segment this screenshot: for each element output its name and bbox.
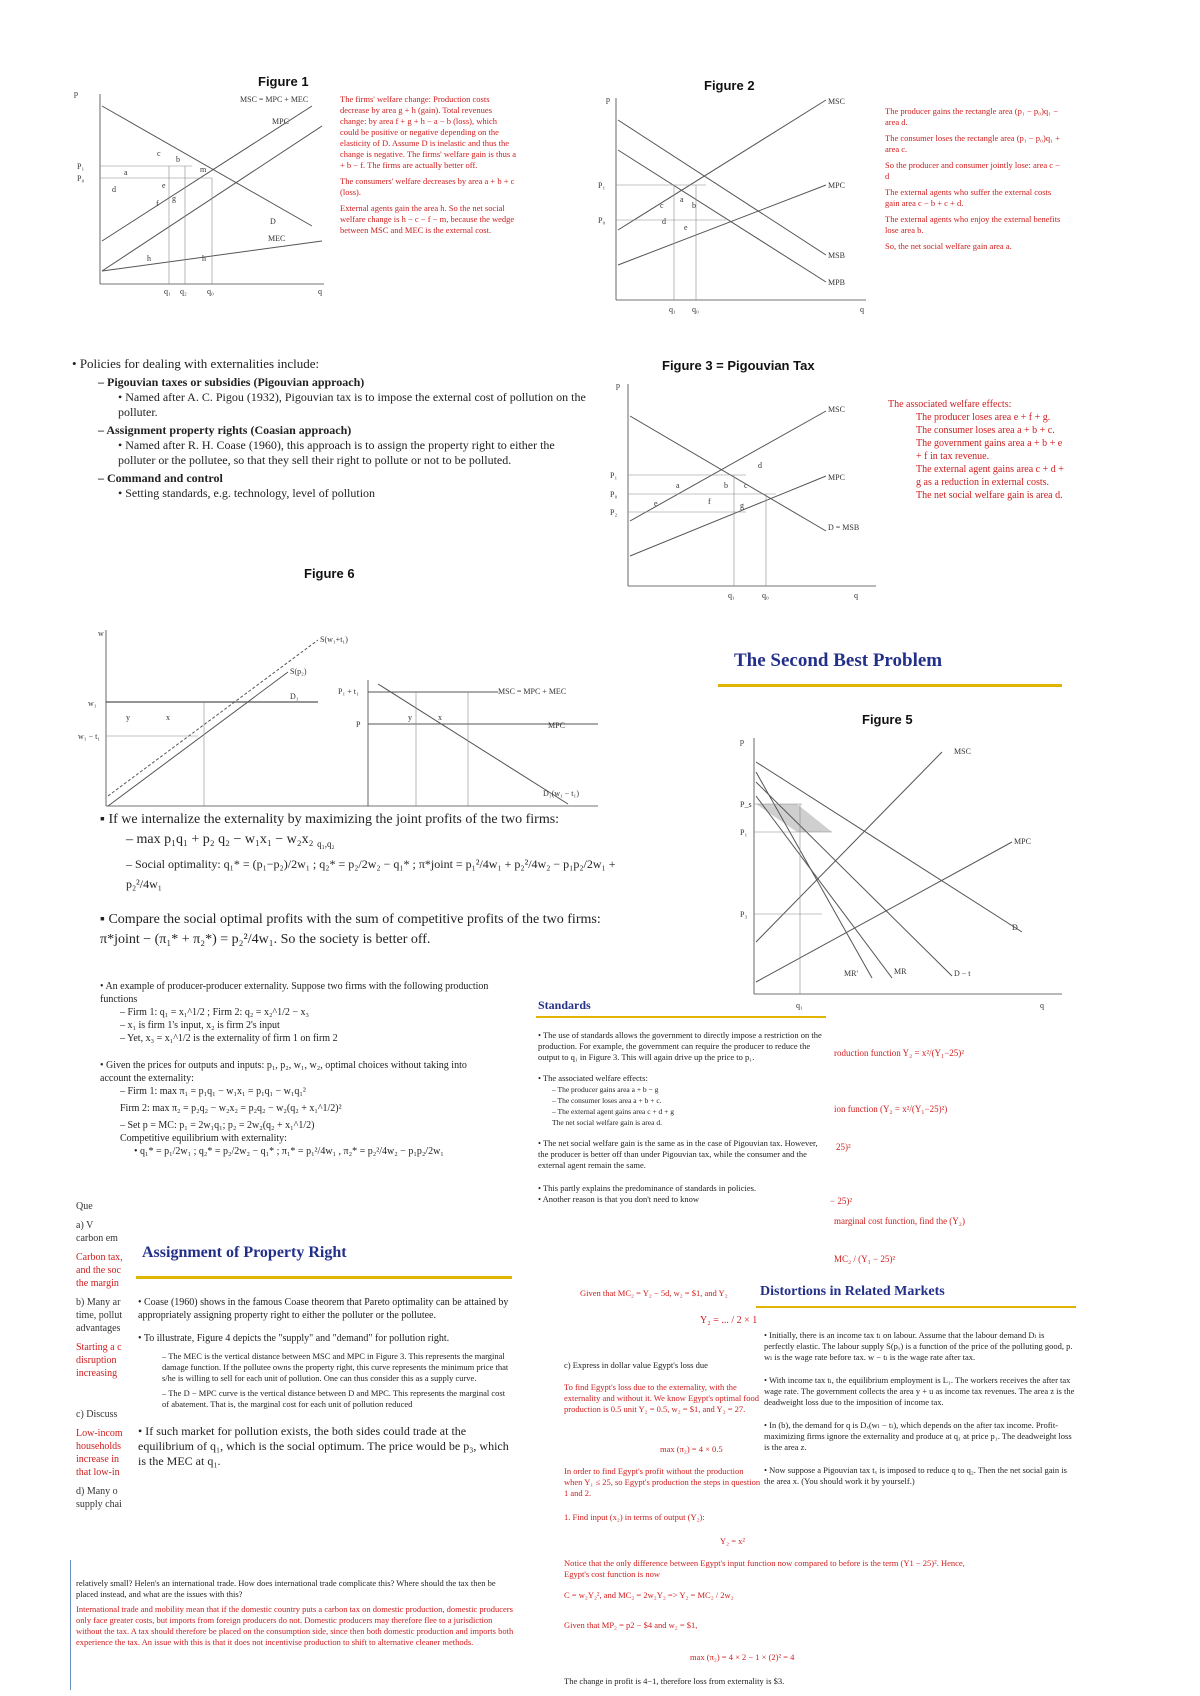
property-p1: • Coase (1960) shows in the famous Coase theorem that Pareto optimality can be attained by appropriately assigning property right to either the polluter or the pollutee. xyxy=(138,1297,509,1321)
fig2-area-a: a xyxy=(680,195,684,204)
frag-carbon-tax: Carbon tax, xyxy=(76,1252,123,1263)
fig5-ps-label: P_s xyxy=(740,800,752,809)
figure6-left-chart xyxy=(78,626,378,816)
fig6-p1t-label: P₁ + t₁ xyxy=(338,687,359,696)
left-margin-rule xyxy=(70,1560,71,1690)
fig5-p1-label: P₁ xyxy=(740,828,748,837)
fig1-area-m: m xyxy=(200,165,207,174)
property-d1: – The MEC is the vertical distance between MSC and MPC in Figure 3. This represents the marginal damage function. If the pollutee owns the property right, this curve represents the minimum price that s/he is willing to sell for each unit of pollution. One can thus consider this as a supply curve. xyxy=(162,1351,509,1383)
fig2-note-2: So the producer and consumer jointly lose: area c − d xyxy=(885,160,1060,181)
fig3-area-a: a xyxy=(676,481,680,490)
standards-p2: • The net social welfare gain is the same as in the case of Pigouvian tax. However, the producer is better off than under Pigouvian tax, while the consumer and the external agent remain the same. xyxy=(538,1138,818,1170)
fig2-p-label: p xyxy=(606,95,610,104)
fig1-area-e: e xyxy=(162,181,166,190)
standards-title: Standards xyxy=(538,998,591,1012)
egypt-c: c) Express in dollar value Egypt's loss due xyxy=(564,1360,708,1370)
egypt-y: Y₂ = x² xyxy=(720,1536,745,1546)
fig2-mpb-label: MPB xyxy=(828,278,845,287)
standards-p4: • Another reason is that you don't need to know xyxy=(538,1194,700,1204)
frag-supply: supply chai xyxy=(76,1499,122,1510)
fig5-shaded-area xyxy=(756,804,832,832)
fig3-note-3: The government gains area a + b + e + f in tax revenue. xyxy=(916,438,1063,462)
distortions-b1: • Initially, there is an income tax tₗ on labour. Assume that the labour demand Dₗ is perfectly elastic. The labour supply S(pₓ) is a function of the price of the polluting good, p. wₗ is the wage rate before tax. w − tₗ is the wage rate after tax. xyxy=(764,1330,1073,1362)
frag-intl-text: International trade and mobility mean that if the domestic country puts a carbon tax on domestic production, domestic producers only face greater costs, but imports from foreign producers do not. Domestic producers may therefore flee to a jurisdiction without the tax. A tax should therefore be placed on the consumption side, since then both domestic production and imports both experience the tax. An issue with this is that it does not incentivise production to shift to alternative cleaner methods. xyxy=(76,1604,514,1647)
egypt-r2: In order to find Egypt's profit without the production when Y₁ ≤ 25, so Egypt's production the steps in question 1 and 2. xyxy=(564,1466,761,1498)
fig3-d-label: D = MSB xyxy=(828,523,860,532)
fig1-area-g: g xyxy=(172,194,176,203)
frag-d: d) Many o xyxy=(76,1486,118,1497)
fig1-q0-label: q₀ xyxy=(207,287,214,296)
fig1-note-consumers: The consumers' welfare decreases by area a + b + c (loss). xyxy=(340,176,515,197)
fig6-r-area-x: x xyxy=(438,713,442,722)
example-section xyxy=(100,980,500,1158)
distortions-b4: • Now suppose a Pigouvian tax tₓ is imposed to reduce q to q₂. Then the net social gain is the area x. (You should work it by yourself.) xyxy=(764,1465,1067,1486)
fig3-note-4: The external agent gains area c + d + g as a reduction in external costs. xyxy=(916,464,1064,488)
policy-command-detail: • Setting standards, e.g. technology, level of pollution xyxy=(118,486,376,500)
distortions-b2: • With income tax tₗ, the equilibrium employment is L₁. The workers receives the after tax wage rate. The government collects the area y + u as income tax revenues. The area z is the deadweight loss due to the imposition of income tax. xyxy=(764,1375,1075,1407)
fig1-note-external: External agents gain the area h. So the net social welfare change is h − c − f − m, because the wedge between MSC and MEC is the external cost. xyxy=(340,203,515,235)
fig5-mrs-label: MR' xyxy=(844,969,858,978)
fig1-mpc-label: MPC xyxy=(272,117,289,126)
fig2-p0-label: P₀ xyxy=(598,216,606,225)
left-fragments xyxy=(76,1200,136,1511)
internalize-lead: ▪ If we internalize the externality by maximizing the joint profits of the two firms: xyxy=(100,812,560,827)
fig3-note-1: The producer loses area e + f + g. xyxy=(916,412,1051,423)
property-underline xyxy=(136,1276,512,1279)
fig3-note-2: The consumer loses area a + b + c. xyxy=(916,425,1055,436)
internalize-compare: ▪ Compare the social optimal profits with the sum of competitive profits of the two firms: π*joint − (π₁* + π₂*) = p₂²/4w₁. So the society is better off. xyxy=(100,911,601,947)
egypt-change: The change in profit is 4−1, therefore loss from externality is $3. xyxy=(564,1676,785,1686)
policy-pigou-detail: • Named after A. C. Pigou (1932), Pigouvian tax is to impose the external cost of pollution on the polluter. xyxy=(118,390,586,419)
egypt-max2: max (π₂) = 4 × 2 − 1 × (2)² = 4 xyxy=(690,1652,795,1662)
fig2-area-d: d xyxy=(662,217,666,226)
fig1-d-label: D xyxy=(270,217,276,226)
example-line-0: – Firm 1: q₁ = x₁^1/2 ; Firm 2: q₂ = x₂^1/2 − x₃ xyxy=(120,1007,310,1018)
fig6-w-label: w xyxy=(98,629,104,638)
fig1-msc-line xyxy=(102,106,312,241)
standards-e3: – The external agent gains area c + d + g xyxy=(552,1107,675,1116)
frag-r6: MC₂ / (Y₁ − 25)² xyxy=(834,1254,896,1264)
egypt-max1: max (π₂) = 4 × 0.5 xyxy=(660,1444,723,1454)
fig3-note-0: The associated welfare effects: xyxy=(888,399,1012,410)
distortions-b3: • In (b), the demand for q is Dₓ(wₗ − tₗ), which depends on the after tax income. Profit-maximizing firms ignore the externality and produce at q₁ at price p₁. The deadweight loss is the area z. xyxy=(764,1420,1072,1452)
example-firm2: Firm 2: max π₂ = p₂q₂ − w₂x₂ = p₂q₂ − w₂(q₂ + x₁^1/2)² xyxy=(120,1103,342,1114)
frag-increase: increase in xyxy=(76,1454,120,1465)
example-line-1: – x₁ is firm 1's input, x₂ is firm 2's input xyxy=(120,1020,280,1031)
policy-coase-heading: – Assignment property rights (Coasian approach) xyxy=(98,423,352,437)
example-given: • Given the prices for outputs and inputs: p₁, p₂, w₁, w₂, optimal choices without taking into account the externality: xyxy=(100,1060,467,1084)
fig5-dt-label: D − t xyxy=(954,969,971,978)
fig5-msc-label: MSC xyxy=(954,747,971,756)
frag-many: b) Many ar xyxy=(76,1297,121,1308)
example-eq: • q₁* = p₁/2w₁ ; q₂* = p₂/2w₂ − q₁* ; π₁* = p₁²/4w₁ , π₂* = p₂²/4w₂ − p₁p₂/2w₁ xyxy=(134,1146,444,1157)
figure1-chart xyxy=(72,86,332,296)
distortions-underline xyxy=(756,1306,1076,1308)
fig2-msb-label: MSB xyxy=(828,251,845,260)
frag-time: time, pollut xyxy=(76,1310,123,1321)
property-p2: • To illustrate, Figure 4 depicts the "supply" and "demand" for pollution right. xyxy=(138,1333,450,1344)
fig3-note-5: The net social welfare gain is area d. xyxy=(916,490,1063,501)
fig5-p3-label: P₃ xyxy=(740,910,748,919)
policies-intro: • Policies for dealing with externalities include: xyxy=(72,356,320,371)
internalize-max: – max p₁q₁ + p₂ q₂ − w₁x₁ − w₂x₂ $_{q_1,q_2}$ xyxy=(126,832,335,849)
frag-r2: ion function (Y₂ = x²/(Y₁−25)²) xyxy=(834,1104,948,1114)
fig5-d-label: D xyxy=(1012,923,1018,932)
fig1-area-h: h xyxy=(202,254,206,263)
example-intro: • An example of producer-producer externality. Suppose two firms with the following production functions xyxy=(100,981,489,1005)
frag-q: Que xyxy=(76,1201,93,1212)
fig1-area-f: f xyxy=(156,199,159,208)
fig1-mec-label: MEC xyxy=(268,234,286,243)
fig2-msc-label: MSC xyxy=(828,97,845,106)
egypt-given2: Given that MP₂ = p2 − $4 and w₂ = $1, xyxy=(564,1620,698,1630)
fig6-sup2-label: S(p₂) xyxy=(290,667,307,676)
property-title: Assignment of Property Right xyxy=(142,1244,347,1261)
fig6-r-area-y: y xyxy=(408,713,412,722)
egypt-notice: Notice that the only difference between Egypt's input function now compared to before is the term (Y1 − 25)². Hence, Egypt's cost function is now xyxy=(564,1558,965,1579)
figure5-chart xyxy=(732,732,1072,1012)
figure5-title: Figure 5 xyxy=(862,712,913,727)
fig6-p-label: P xyxy=(356,720,361,729)
frag-r1: roduction function Y₂ = x²/(Y₁−25)² xyxy=(834,1048,964,1058)
frag-r5: marginal cost function, find the (Y₂) xyxy=(834,1216,965,1226)
fig2-note-0: The producer gains the rectangle area (p₁ − p₀)q₁ − area d. xyxy=(885,106,1059,127)
figure2-chart xyxy=(596,90,876,315)
fig3-area-e: e xyxy=(654,499,658,508)
distortions-title: Distortions in Related Markets xyxy=(760,1284,945,1299)
fig1-msc-label: MSC = MPC + MEC xyxy=(240,95,309,104)
fig3-area-c: c xyxy=(744,481,748,490)
distortions-section xyxy=(764,1330,1076,1487)
figure2-title: Figure 2 xyxy=(704,78,755,93)
fig2-note-1: The consumer loses the rectangle area (p₁ − p₀)q₁ + area c. xyxy=(885,133,1060,154)
fig1-q1-label: q₁ xyxy=(164,287,171,296)
frag-r3: 25)² xyxy=(836,1142,851,1152)
property-p3: • If such market for pollution exists, the both sides could trade at the equilibrium of q₁, which is the social optimum. The price would be p₃, which is the MEC at q₁. xyxy=(138,1424,509,1468)
fig1-p1-label: P₁ xyxy=(77,162,85,171)
fig3-area-f: f xyxy=(708,497,711,506)
example-firm1: – Firm 1: max π₁ = p₁q₁ − w₁x₁ = p₁q₁ − w₁q₁² xyxy=(120,1086,306,1097)
figure6-right-chart xyxy=(338,676,608,816)
fig3-area-g: g xyxy=(740,501,744,510)
figure3-notes xyxy=(888,398,1068,502)
figure3-chart xyxy=(606,376,886,606)
fig2-q-label: q xyxy=(860,305,864,314)
fig5-q-label: q xyxy=(1040,1001,1044,1010)
frag-small-text: relatively small? Helen's an international trade. How does international trade complicate this? Where should the tax then be placed instead, and what are the issues with this? xyxy=(76,1578,496,1599)
fig5-q1-label: q₁ xyxy=(796,1001,803,1010)
policies-section xyxy=(72,356,592,501)
second-best-title: The Second Best Problem xyxy=(734,650,943,671)
frag-disrupt: disruption xyxy=(76,1355,117,1366)
fig5-p-label: p xyxy=(740,737,744,746)
example-comp: Competitive equilibrium with externality: xyxy=(120,1133,287,1144)
property-section xyxy=(138,1296,510,1469)
fig3-q-label: q xyxy=(854,591,858,600)
frag-low: Low-incom xyxy=(76,1428,123,1439)
fig1-area-h2: h xyxy=(147,254,151,263)
fig1-area-a: a xyxy=(124,168,128,177)
fig3-p2-label: P₂ xyxy=(610,508,618,517)
fig3-area-b: b xyxy=(724,481,728,490)
figure6-title: Figure 6 xyxy=(304,566,355,581)
frag-adv: advantages xyxy=(76,1323,121,1334)
figure1-notes xyxy=(340,94,518,241)
fig2-mpc-label: MPC xyxy=(828,181,845,190)
property-d2: – The D − MPC curve is the vertical distance between D and MPC. This represents the marginal cost of abatement. That is, the marginal cost for each unit of pollution reduced xyxy=(162,1388,506,1409)
fig6-d-label: D₁(w₁ − t₁) xyxy=(543,789,579,798)
egypt-given: Given that MC₂ = Y₂ − 5d, w₂ = $1, and Y₂ xyxy=(580,1288,728,1298)
frag-and-the: and the soc xyxy=(76,1265,121,1276)
frag-starting: Starting a c xyxy=(76,1342,122,1353)
fig3-mpc-label: MPC xyxy=(828,473,845,482)
policy-command-heading: – Command and control xyxy=(98,471,223,485)
standards-section xyxy=(538,1030,828,1205)
fig3-q0-label: q₀ xyxy=(762,591,769,600)
fig2-note-5: So, the net social welfare gain area a. xyxy=(885,241,1012,251)
figure1-title: Figure 1 xyxy=(258,74,309,89)
fig1-area-d: d xyxy=(112,185,116,194)
second-best-underline xyxy=(718,684,1062,687)
example-line-2: – Yet, x₃ = x₁^1/2 is the externality of firm 1 on firm 2 xyxy=(120,1033,338,1044)
fig1-q-label: q xyxy=(318,287,322,296)
fig2-q1-label: q₁ xyxy=(669,305,676,314)
fig2-note-3: The external agents who suffer the external costs gain area c − b + c + d. xyxy=(885,187,1052,208)
frag-low2: that low-in xyxy=(76,1467,120,1478)
fig3-q1-label: q₁ xyxy=(728,591,735,600)
internalize-section xyxy=(100,810,630,950)
standards-p1: • The use of standards allows the government to directly impose a restriction on the production. For example, the government can require the producer to reduce the output to q₁ in Figure 3. This will again drive up the price to p₁. xyxy=(538,1030,822,1062)
fig1-note-firms: The firms' welfare change: Production costs decrease by area g + h (gain). Total revenues change: by area f + g + h − a − b (loss), which could be positive or negative depending on the elasticity of D. Assume D is inelastic and thus the change is negative. The firms' welfare gain is thus a + b − f. The firms are actually better off. xyxy=(340,94,517,170)
figure3-title: Figure 3 = Pigouvian Tax xyxy=(662,358,815,373)
fig1-area-b: b xyxy=(176,155,180,164)
fig6-d1-label: D₁ xyxy=(290,692,299,701)
internalize-max-sub: q₁,q₂ xyxy=(317,838,335,849)
fig6-area-y: y xyxy=(126,713,130,722)
fig6-w1-label: w₁ xyxy=(88,699,97,708)
standards-e1: – The producer gains area a + b − g xyxy=(552,1085,659,1094)
fig1-area-c: c xyxy=(157,149,161,158)
fig5-mr-label: MR xyxy=(894,967,907,976)
standards-effects: • The associated welfare effects: xyxy=(538,1073,648,1083)
egypt-c2: C = w₂Y₂², and MC₂ = 2w₂Y₂ => Y₂ = MC₂ / 2w₂ xyxy=(564,1590,734,1600)
fig2-area-b: b xyxy=(692,201,696,210)
frag-a: a) V xyxy=(76,1220,94,1231)
frag-house: households xyxy=(76,1441,121,1452)
fig3-msc-label: MSC xyxy=(828,405,845,414)
internalize-social: – Social optimality: q₁* = (p₁−p₂)/2w₁ ; q₂* = p₂/2w₂ − q₁* ; π*joint = p₁²/4w₁ + p₂²/4w₂ − p₁p₂/2w₁ + p₂²/4w₁ xyxy=(126,856,616,891)
fig2-area-e: e xyxy=(684,223,688,232)
fig2-note-4: The external agents who enjoy the external benefits lose area b. xyxy=(885,214,1061,235)
standards-e2: – The consumer loses area a + b + c. xyxy=(552,1096,662,1105)
policy-coase-detail: • Named after R. H. Coase (1960), this approach is to assign the property right to either the polluter or the pollutee, so that they sell their right to pollute or not to be polluted. xyxy=(118,438,555,467)
fig3-p-label: p xyxy=(616,381,620,390)
fig6-area-x: x xyxy=(166,713,170,722)
fig3-p1-label: P₁ xyxy=(610,471,618,480)
frag-increasing: increasing xyxy=(76,1368,118,1379)
fig6-mpc-label: MPC xyxy=(548,721,565,730)
fig3-p0-label: P₀ xyxy=(610,490,618,499)
fig6-sup1-label: S(w₁+t₁) xyxy=(320,635,348,644)
fig2-q0-label: q₀ xyxy=(692,305,699,314)
fig6-msc-label: MSC = MPC + MEC xyxy=(498,687,567,696)
frag-r4: − 25)² xyxy=(830,1196,853,1206)
frag-discuss: c) Discuss xyxy=(76,1409,118,1420)
fig6-w1t-label: w₁ − t₁ xyxy=(78,732,101,741)
frag-margin: the margin xyxy=(76,1278,119,1289)
egypt-frac: Y₂ = ... / 2 × 1 xyxy=(700,1315,758,1326)
fig1-p0-label: P₀ xyxy=(77,174,85,183)
standards-p3: • This partly explains the predominance of standards in policies. xyxy=(538,1183,757,1193)
fig2-p1-label: P₁ xyxy=(598,181,606,190)
fig2-area-c: c xyxy=(660,201,664,210)
figure2-notes xyxy=(885,106,1065,257)
standards-e4: The net social welfare gain is area d. xyxy=(552,1118,662,1127)
egypt-r1: To find Egypt's loss due to the externality, with the externality and without it. We know Egypt's optimal food production is 0.5 unit Y₂ = 0.5, w₂ = $1, and Y₂ = 27. xyxy=(564,1382,759,1414)
standards-underline xyxy=(536,1016,826,1018)
policy-pigou-heading: – Pigouvian taxes or subsidies (Pigouvian approach) xyxy=(98,375,365,389)
fig1-q2-label: q₂ xyxy=(180,287,187,296)
frag-carbon: carbon em xyxy=(76,1233,118,1244)
fig5-mpc-label: MPC xyxy=(1014,837,1031,846)
fig3-area-d: d xyxy=(758,461,762,470)
example-set: – Set p = MC: p₁ = 2w₁q₁; p₂ = 2w₂(q₂ + x₁^1/2) xyxy=(120,1120,315,1131)
fig1-p-label: p xyxy=(74,89,78,98)
egypt-s1: 1. Find input (x₂) in terms of output (Y₂): xyxy=(564,1512,705,1522)
